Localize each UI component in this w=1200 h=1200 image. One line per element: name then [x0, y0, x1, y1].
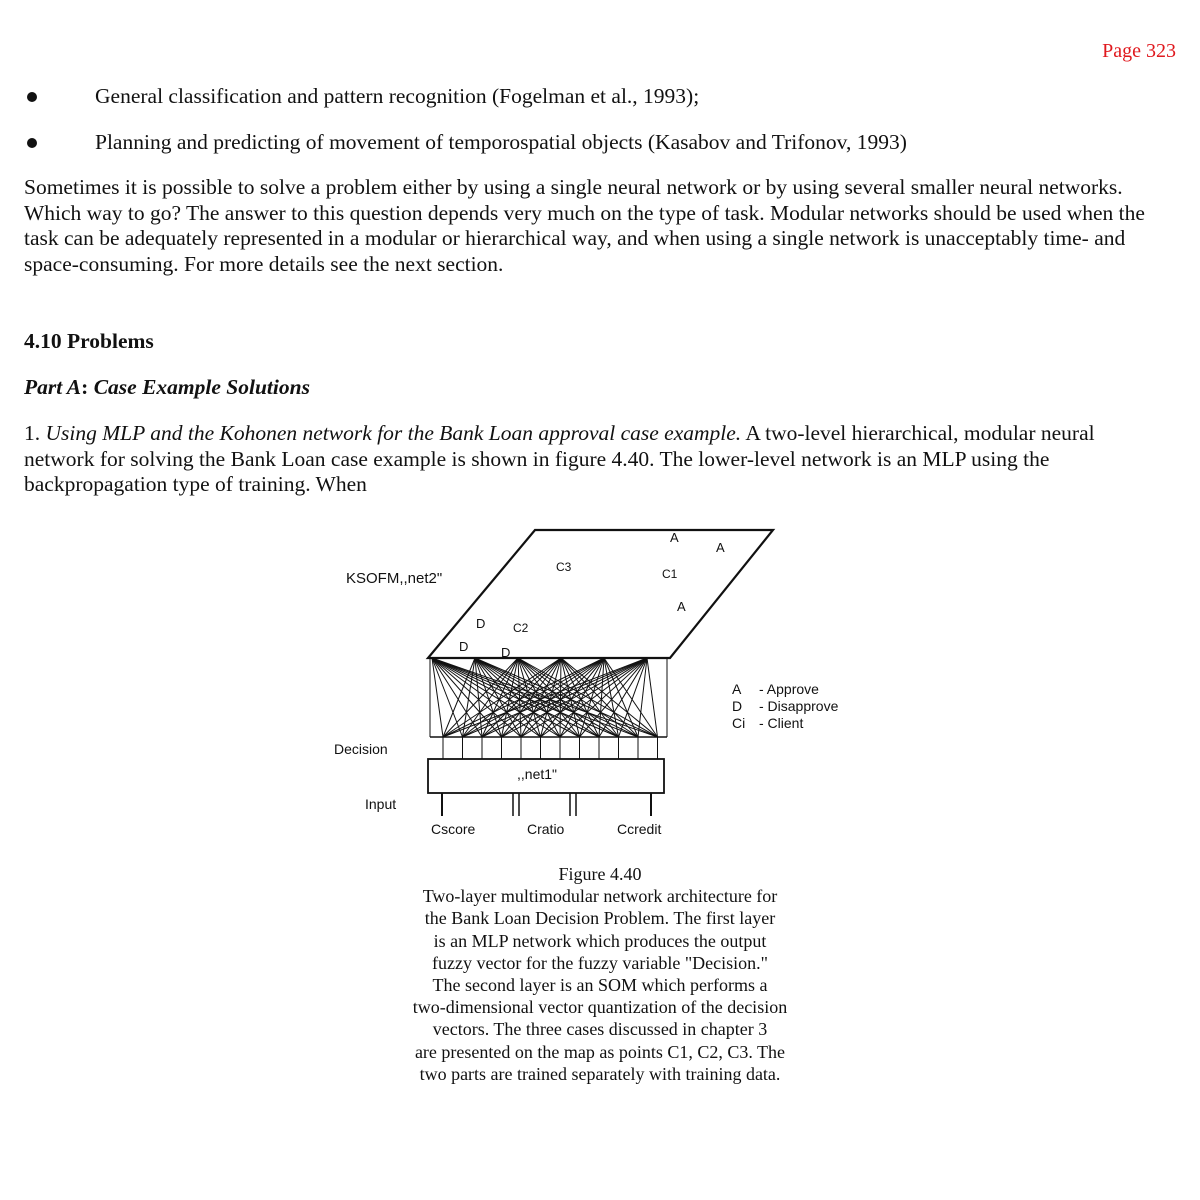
part-heading-prefix: Part A	[24, 375, 82, 399]
problem-title: Using MLP and the Kohonen network for the Bank Loan approval case example.	[45, 421, 742, 445]
connection-line	[518, 658, 521, 737]
caption-line: two-dimensional vector quantization of the decision	[412, 997, 788, 1018]
connection-lines	[430, 658, 667, 759]
map-label: KSOFM,,net2"	[346, 570, 443, 587]
map-point-c3: C3	[556, 560, 572, 574]
connection-line	[647, 658, 658, 737]
body-paragraph: Sometimes it is possible to solve a problem either by using a single neural network or by using several smaller neural networks. Which way to go? The answer to this question depends very much on the type of task. Modular networks should be used when the task can be adequately represented in a modular or hierarchical way, and when using a single network is unacceptably time- and space-consuming. For more details see the next section.	[24, 175, 1145, 276]
connection-line	[432, 658, 658, 737]
page-number: Page 323	[1102, 40, 1176, 62]
connection-line	[432, 658, 638, 737]
bullet-text: General classification and pattern recognition (Fogelman et al., 1993);	[95, 84, 700, 108]
network-figure	[320, 520, 900, 850]
section-heading: 4.10 Problems	[24, 329, 154, 353]
caption-line: is an MLP network which produces the output	[433, 930, 767, 951]
caption-line: two parts are trained separately with training data.	[419, 1063, 781, 1084]
map-point-d: D	[459, 639, 469, 654]
input-name-ccredit: Ccredit	[617, 821, 662, 837]
bullet-text: Planning and predicting of movement of temporospatial objects (Kasabov and Trifonov, 1993)	[95, 130, 907, 154]
map-point-d: D	[476, 616, 486, 631]
problem-number: 1.	[24, 421, 41, 445]
part-heading	[24, 375, 310, 400]
caption-line: vectors. The three cases discussed in chapter 3	[432, 1019, 768, 1040]
input-name-cscore: Cscore	[431, 821, 476, 837]
input-label: Input	[365, 796, 397, 812]
map-point-c1: C1	[662, 567, 678, 581]
caption-line: are presented on the map as points C1, C2, C3. The	[414, 1041, 786, 1062]
legend-symbol: Ci	[732, 715, 746, 731]
decision-label: Decision	[334, 741, 388, 757]
map-point-a: A	[716, 540, 725, 555]
legend-symbol: A	[732, 681, 742, 697]
caption-line: Two-layer multimodular network architecture for	[422, 886, 778, 907]
caption-line: fuzzy vector for the fuzzy variable "Decision."	[431, 952, 769, 973]
connection-line	[432, 658, 443, 737]
legend	[732, 681, 839, 731]
map-point-a: A	[670, 530, 679, 545]
map-point-d: D	[501, 645, 511, 660]
map-point-a: A	[677, 599, 686, 614]
bullet-icon	[27, 138, 37, 148]
bullet-icon	[27, 92, 37, 102]
figure-caption	[300, 863, 900, 1085]
caption-line: the Bank Loan Decision Problem. The first layer	[424, 908, 776, 929]
input-name-cratio: Cratio	[527, 821, 565, 837]
connection-line	[560, 658, 561, 737]
caption-line: Figure 4.40	[558, 864, 642, 884]
net1-label: ,,net1"	[517, 766, 557, 782]
caption-line: The second layer is an SOM which performs a	[432, 975, 768, 996]
problem-paragraph	[24, 421, 1170, 498]
problem-text: A two-level hierarchical, modular neural network for solving the Bank Loan case example is shown in figure 4.40. The lower-level network is an MLP using the backpropagation type of training. When	[24, 421, 1095, 497]
legend-meaning: - Disapprove	[759, 698, 839, 714]
legend-meaning: - Approve	[759, 681, 819, 697]
legend-symbol: D	[732, 698, 743, 714]
map-point-c2: C2	[513, 621, 529, 635]
legend-meaning: - Client	[759, 715, 804, 731]
part-heading-title: Case Example Solutions	[93, 375, 310, 399]
part-heading-separator: :	[81, 375, 94, 399]
